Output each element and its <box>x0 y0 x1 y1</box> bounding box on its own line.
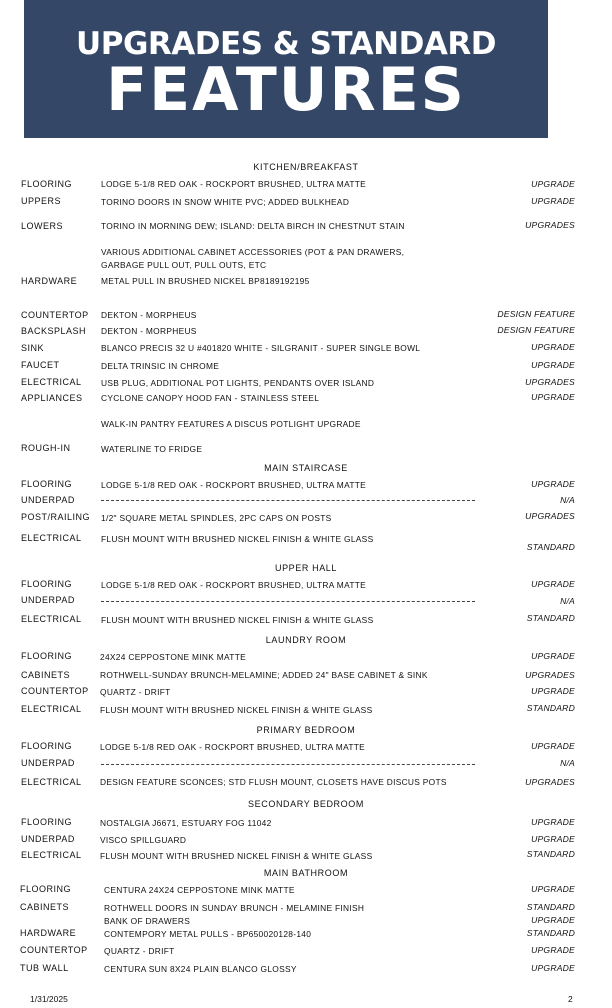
row-status: UPGRADE <box>531 179 575 189</box>
header-banner <box>24 0 548 138</box>
row-label: ELECTRICAL <box>21 614 82 624</box>
row-description: DESIGN FEATURE SCONCES; STD FLUSH MOUNT, CLOSETS HAVE DISCUS POTS <box>100 777 447 787</box>
row-label: FLOORING <box>20 884 72 894</box>
row-status: STANDARD <box>526 928 575 938</box>
row-label: FLOORING <box>21 579 73 589</box>
row-label: UNDERPAD <box>21 834 75 844</box>
row-description: LODGE 5-1/8 RED OAK - ROCKPORT BRUSHED, ULTRA MATTE <box>101 580 367 590</box>
section-title: MAIN STAIRCASE <box>264 463 348 473</box>
row-description: FLUSH MOUNT WITH BRUSHED NICKEL FINISH & WHITE GLASS <box>100 851 373 861</box>
row-description: QUARTZ - DRIFT <box>104 946 175 956</box>
row-description: TORINO IN MORNING DEW; ISLAND: DELTA BIRCH IN CHESTNUT STAIN <box>101 221 405 231</box>
row-label: UNDERPAD <box>21 495 75 505</box>
row-label: FLOORING <box>21 741 73 751</box>
row-description: DEKTON - MORPHEUS <box>101 326 197 336</box>
row-status: UPGRADE <box>531 686 575 696</box>
row-label: ROUGH-IN <box>21 443 71 453</box>
row-status: UPGRADE <box>531 817 575 827</box>
dashed-divider <box>101 764 475 765</box>
row-status: UPGRADES <box>525 220 575 230</box>
section-title: MAIN BATHROOM <box>263 868 349 878</box>
row-status: STANDARD <box>526 703 575 713</box>
row-status: UPGRADES <box>525 670 575 680</box>
row-status: UPGRADE <box>531 579 575 589</box>
row-status: UPGRADE <box>531 651 575 661</box>
row-status: UPGRADE <box>531 963 575 973</box>
row-label: FAUCET <box>21 360 60 370</box>
row-status: N/A <box>560 596 575 606</box>
row-label: ELECTRICAL <box>21 377 82 387</box>
row-label: UNDERPAD <box>21 758 75 768</box>
row-label: HARDWARE <box>20 928 77 938</box>
section-title: KITCHEN/BREAKFAST <box>253 162 359 172</box>
row-label: APPLIANCES <box>21 393 83 403</box>
row-status: UPGRADE <box>531 360 575 370</box>
header-line-2: FEATURES <box>106 55 466 125</box>
row-status: UPGRADES <box>525 511 575 521</box>
row-description: VISCO SPILLGUARD <box>100 835 187 845</box>
row-label: FLOORING <box>21 479 73 489</box>
row-description: LODGE 5-1/8 RED OAK - ROCKPORT BRUSHED, ULTRA MATTE <box>100 742 366 752</box>
footer-page-number: 2 <box>568 994 573 1004</box>
row-description: DELTA TRINSIC IN CHROME <box>101 361 220 371</box>
row-description: 1/2" SQUARE METAL SPINDLES, 2PC CAPS ON POSTS <box>101 513 332 523</box>
row-description: NOSTALGIA J6671, ESTUARY FOG 11042 <box>100 818 272 828</box>
row-label: FLOORING <box>21 817 73 827</box>
header-line-1: UPGRADES & STANDARD <box>76 26 496 62</box>
row-label: ELECTRICAL <box>21 533 82 543</box>
row-description: CENTURA SUN 8X24 PLAIN BLANCO GLOSSY <box>104 964 297 974</box>
row-description: LODGE 5-1/8 RED OAK - ROCKPORT BRUSHED, ULTRA MATTE <box>101 480 367 490</box>
row-description: WALK-IN PANTRY FEATURES A DISCUS POTLIGHT UPGRADE <box>101 419 361 429</box>
row-label: ELECTRICAL <box>21 850 82 860</box>
row-label: FLOORING <box>21 179 73 189</box>
row-description: BLANCO PRECIS 32 U #401820 WHITE - SILGRANIT - SUPER SINGLE BOWL <box>101 343 421 353</box>
row-status: N/A <box>560 495 575 505</box>
row-label: CABINETS <box>20 902 70 912</box>
section-title: UPPER HALL <box>274 563 338 573</box>
row-status: UPGRADE <box>531 741 575 751</box>
row-description: CYCLONE CANOPY HOOD FAN - STAINLESS STEEL <box>101 393 320 403</box>
row-status: UPGRADE <box>531 834 575 844</box>
row-status: UPGRADE <box>531 392 575 402</box>
row-label: BACKSPLASH <box>21 326 87 336</box>
row-status: N/A <box>560 758 575 768</box>
row-description: CONTEMPORY METAL PULLS - BP650020128-140 <box>104 929 312 939</box>
section-title: SECONDARY BEDROOM <box>248 799 364 809</box>
row-status: STANDARD <box>526 613 575 623</box>
row-description: ROTHWELL DOORS IN SUNDAY BRUNCH - MELAMINE FINISH <box>104 903 365 913</box>
row-status: UPGRADE <box>531 342 575 352</box>
row-status: STANDARD <box>526 849 575 859</box>
row-description: TORINO DOORS IN SNOW WHITE PVC; ADDED BULKHEAD <box>101 197 350 207</box>
footer-date: 1/31/2025 <box>30 994 68 1004</box>
row-description: LODGE 5-1/8 RED OAK - ROCKPORT BRUSHED, ULTRA MATTE <box>101 179 367 189</box>
row-status: UPGRADE <box>531 915 575 925</box>
row-label: COUNTERTOP <box>21 310 89 320</box>
row-label: COUNTERTOP <box>21 686 89 696</box>
row-description: METAL PULL IN BRUSHED NICKEL BP8189192195 <box>101 276 310 286</box>
row-label: POST/RAILING <box>21 512 91 522</box>
row-label: CABINETS <box>21 670 71 680</box>
row-description: USB PLUG, ADDITIONAL POT LIGHTS, PENDANTS OVER ISLAND <box>101 378 375 388</box>
row-label: LOWERS <box>21 221 64 231</box>
row-status: STANDARD <box>526 902 575 912</box>
row-status: UPGRADE <box>531 884 575 894</box>
row-status: UPGRADE <box>531 196 575 206</box>
row-status: STANDARD <box>526 542 575 552</box>
row-label: TUB WALL <box>20 963 69 973</box>
section-title: PRIMARY BEDROOM <box>256 725 356 735</box>
row-status: UPGRADE <box>531 479 575 489</box>
row-description: DEKTON - MORPHEUS <box>101 310 197 320</box>
row-label: HARDWARE <box>21 276 78 286</box>
row-label: COUNTERTOP <box>20 945 88 955</box>
row-description: VARIOUS ADDITIONAL CABINET ACCESSORIES (POT & PAN DRAWERS, <box>101 247 405 257</box>
row-label: ELECTRICAL <box>21 777 82 787</box>
row-description: ROTHWELL-SUNDAY BRUNCH-MELAMINE; ADDED 24" BASE CABINET & SINK <box>100 670 428 680</box>
row-status: DESIGN FEATURE <box>497 309 575 319</box>
row-label: FLOORING <box>21 651 73 661</box>
row-description: BANK OF DRAWERS <box>104 916 191 926</box>
row-label: UNDERPAD <box>21 595 75 605</box>
section-title: LAUNDRY ROOM <box>265 635 347 645</box>
row-description: CENTURA 24X24 CEPPOSTONE MINK MATTE <box>104 885 295 895</box>
row-status: UPGRADES <box>525 777 575 787</box>
dashed-divider <box>101 601 475 602</box>
row-label: ELECTRICAL <box>21 704 82 714</box>
row-status: UPGRADES <box>525 377 575 387</box>
row-description: FLUSH MOUNT WITH BRUSHED NICKEL FINISH & WHITE GLASS <box>100 705 373 715</box>
row-description: 24X24 CEPPOSTONE MINK MATTE <box>100 652 247 662</box>
row-label: SINK <box>21 343 45 353</box>
row-description: FLUSH MOUNT WITH BRUSHED NICKEL FINISH & WHITE GLASS <box>101 615 374 625</box>
row-status: UPGRADE <box>531 945 575 955</box>
row-description: WATERLINE TO FRIDGE <box>101 444 203 454</box>
row-description: QUARTZ - DRIFT <box>100 687 171 697</box>
row-label: UPPERS <box>21 196 62 206</box>
row-status: DESIGN FEATURE <box>497 325 575 335</box>
dashed-divider <box>101 500 475 501</box>
row-description: FLUSH MOUNT WITH BRUSHED NICKEL FINISH & WHITE GLASS <box>101 534 374 544</box>
row-description: GARBAGE PULL OUT, PULL OUTS, ETC <box>101 260 267 270</box>
